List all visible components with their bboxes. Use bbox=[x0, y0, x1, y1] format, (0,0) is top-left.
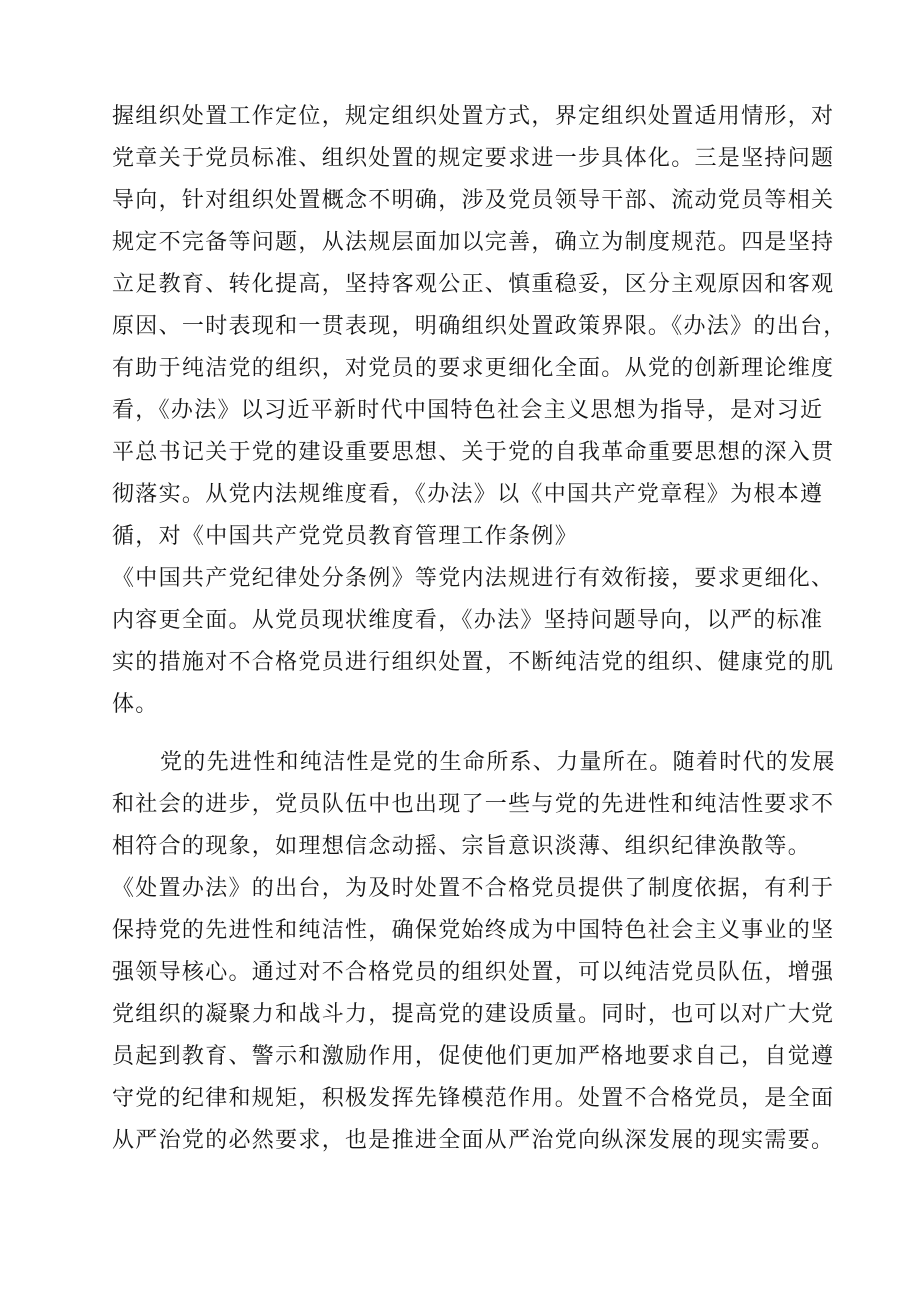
paragraph-line: 立足教育、转化提高，坚持客观公正、慎重稳妥，区分主观原因和客观 bbox=[112, 272, 835, 297]
paragraph-line: 守党的纪律和规矩，积极发挥先锋模范作用。处置不合格党员，是全面 bbox=[112, 1086, 835, 1111]
paragraph-line: 握组织处置工作定位，规定组织处置方式，界定组织处置适用情形，对 bbox=[112, 104, 835, 129]
paragraph-line: 《中国共产党纪律处分条例》等党内法规进行有效衔接，要求更细化、 bbox=[112, 566, 835, 591]
paragraph-line: 导向，针对组织处置概念不明确，涉及党员领导干部、流动党员等相关 bbox=[112, 188, 835, 213]
paragraph-line: 保持党的先进性和纯洁性，确保党始终成为中国特色社会主义事业的坚 bbox=[112, 918, 835, 943]
paragraph-line: 有助于纯洁党的组织，对党员的要求更细化全面。从党的创新理论维度 bbox=[112, 356, 835, 381]
paragraph-line: 原因、一时表现和一贯表现，明确组织处置政策界限。《办法》的出台， bbox=[112, 314, 847, 339]
paragraph-line: 党的先进性和纯洁性是党的生命所系、力量所在。随着时代的发展 bbox=[160, 750, 836, 775]
paragraph-line: 循，对《中国共产党党员教育管理工作条例》 bbox=[112, 524, 579, 549]
paragraph-line: 从严治党的必然要求，也是推进全面从严治党向纵深发展的现实需要。 bbox=[112, 1128, 835, 1153]
paragraph-line: 体。 bbox=[112, 692, 159, 717]
paragraph-line: 看，《办法》以习近平新时代中国特色社会主义思想为指导，是对习近 bbox=[112, 398, 824, 423]
paragraph-line: 《处置办法》的出台，为及时处置不合格党员提供了制度依据，有利于 bbox=[112, 876, 835, 901]
paragraph-line: 相符合的现象，如理想信念动摇、宗旨意识淡薄、组织纪律涣散等。 bbox=[112, 834, 812, 859]
paragraph-line: 内容更全面。从党员现状维度看，《办法》坚持问题导向，以严的标准 bbox=[112, 608, 824, 633]
paragraph-line: 党组织的凝聚力和战斗力，提高党的建设质量。同时，也可以对广大党 bbox=[112, 1002, 835, 1027]
paragraph-two bbox=[112, 742, 836, 1162]
paragraph-line: 实的措施对不合格党员进行组织处置，不断纯洁党的组织、健康党的肌 bbox=[112, 650, 835, 675]
paragraph-line: 强领导核心。通过对不合格党员的组织处置，可以纯洁党员队伍，增强 bbox=[112, 960, 835, 985]
paragraph-line: 彻落实。从党内法规维度看，《办法》以《中国共产党章程》为根本遵 bbox=[112, 482, 824, 507]
paragraph-line: 员起到教育、警示和激励作用，促使他们更加严格地要求自己，自觉遵 bbox=[112, 1044, 835, 1069]
paragraph-line: 党章关于党员标准、组织处置的规定要求进一步具体化。三是坚持问题 bbox=[112, 146, 835, 171]
paragraph-line: 平总书记关于党的建设重要思想、关于党的自我革命重要思想的深入贯 bbox=[112, 440, 835, 465]
paragraph-one bbox=[112, 96, 847, 726]
paragraph-line: 和社会的进步，党员队伍中也出现了一些与党的先进性和纯洁性要求不 bbox=[112, 792, 835, 817]
paragraph-line: 规定不完备等问题，从法规层面加以完善，确立为制度规范。四是坚持 bbox=[112, 230, 835, 255]
